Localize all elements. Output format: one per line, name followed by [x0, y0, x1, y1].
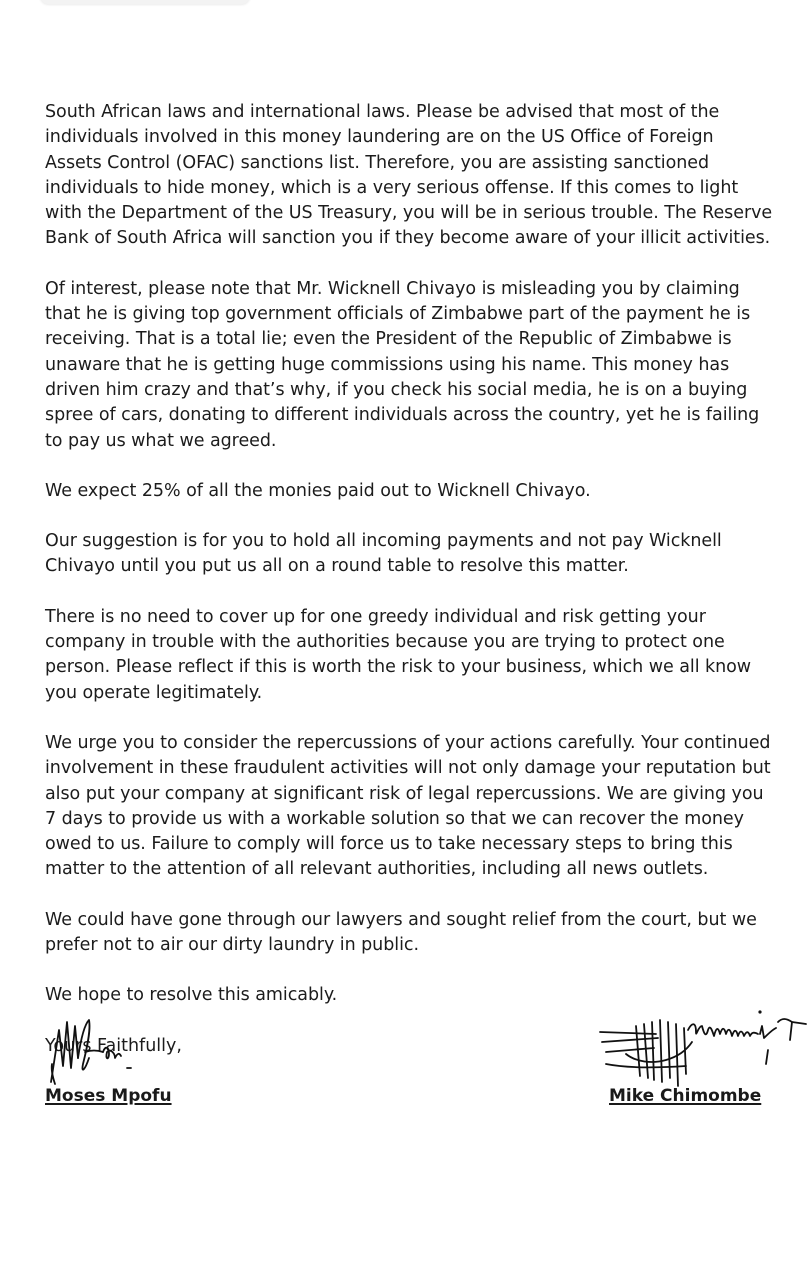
signature-left	[45, 1008, 155, 1088]
paragraph-8: We hope to resolve this amicably.	[45, 985, 338, 1006]
paragraph-1: South African laws and international laws. Please be advised that most of the individuals involved in this money laundering are on the US Office of Foreign Assets Control (OFAC) sanctions list. Therefore, you are assisting sanctioned individuals to hide money, which is a very serious offense. If this comes to light with the Department of the US Treasury, you will be in serious trouble. The Reserve Bank of South Africa will sanction you if they become aware of your illicit activities.	[45, 102, 773, 249]
signature-right	[596, 1008, 810, 1092]
paragraph-5: There is no need to cover up for one greedy individual and risk getting your company in trouble with the authorities because you are trying to protect one person. Please reflect if this is worth the risk to your business, which we all know you operate legitimately.	[45, 606, 752, 703]
paragraph-2: Of interest, please note that Mr. Wicknell Chivayo is misleading you by claiming that he is giving top government officials of Zimbabwe part of the payment he is receiving. That is a total lie; even the President of the Republic of Zimbabwe is unaware that he is getting huge commissions using his name. This money has driven him crazy and that’s why, if you check his social media, he is on a buying spree of cars, donating to different individuals across the country, yet he is failing to pay us what we agreed.	[45, 278, 760, 451]
handwritten-signature-icon	[45, 1008, 155, 1088]
top-edge-tab	[40, 0, 250, 4]
paragraph-4: Our suggestion is for you to hold all incoming payments and not pay Wicknell Chivayo until you put us all on a round table to resolve this matter.	[45, 531, 722, 577]
paragraph-7: We could have gone through our lawyers and sought relief from the court, but we prefer not to air our dirty laundry in public.	[45, 909, 757, 956]
handwritten-signature-icon	[596, 1008, 810, 1092]
signatory-name-moses-mpofu: Moses Mpofu	[45, 1086, 172, 1106]
letter-body	[45, 100, 775, 1059]
signatory-name-mike-chimombe: Mike Chimombe	[609, 1086, 762, 1106]
paragraph-3: We expect 25% of all the monies paid out to Wicknell Chivayo.	[45, 480, 591, 501]
closing-salutation: Yours Faithfully,	[45, 1035, 182, 1056]
paragraph-6: We urge you to consider the repercussions of your actions carefully. Your continued involvement in these fraudulent activities will not only damage your reputation but also put your company at significant risk of legal repercussions. We are giving you 7 days to provide us with a workable solution so that we can recover the money owed to us. Failure to comply will force us to take necessary steps to bring this matter to the attention of all relevant authorities, including all news outlets.	[45, 732, 771, 880]
